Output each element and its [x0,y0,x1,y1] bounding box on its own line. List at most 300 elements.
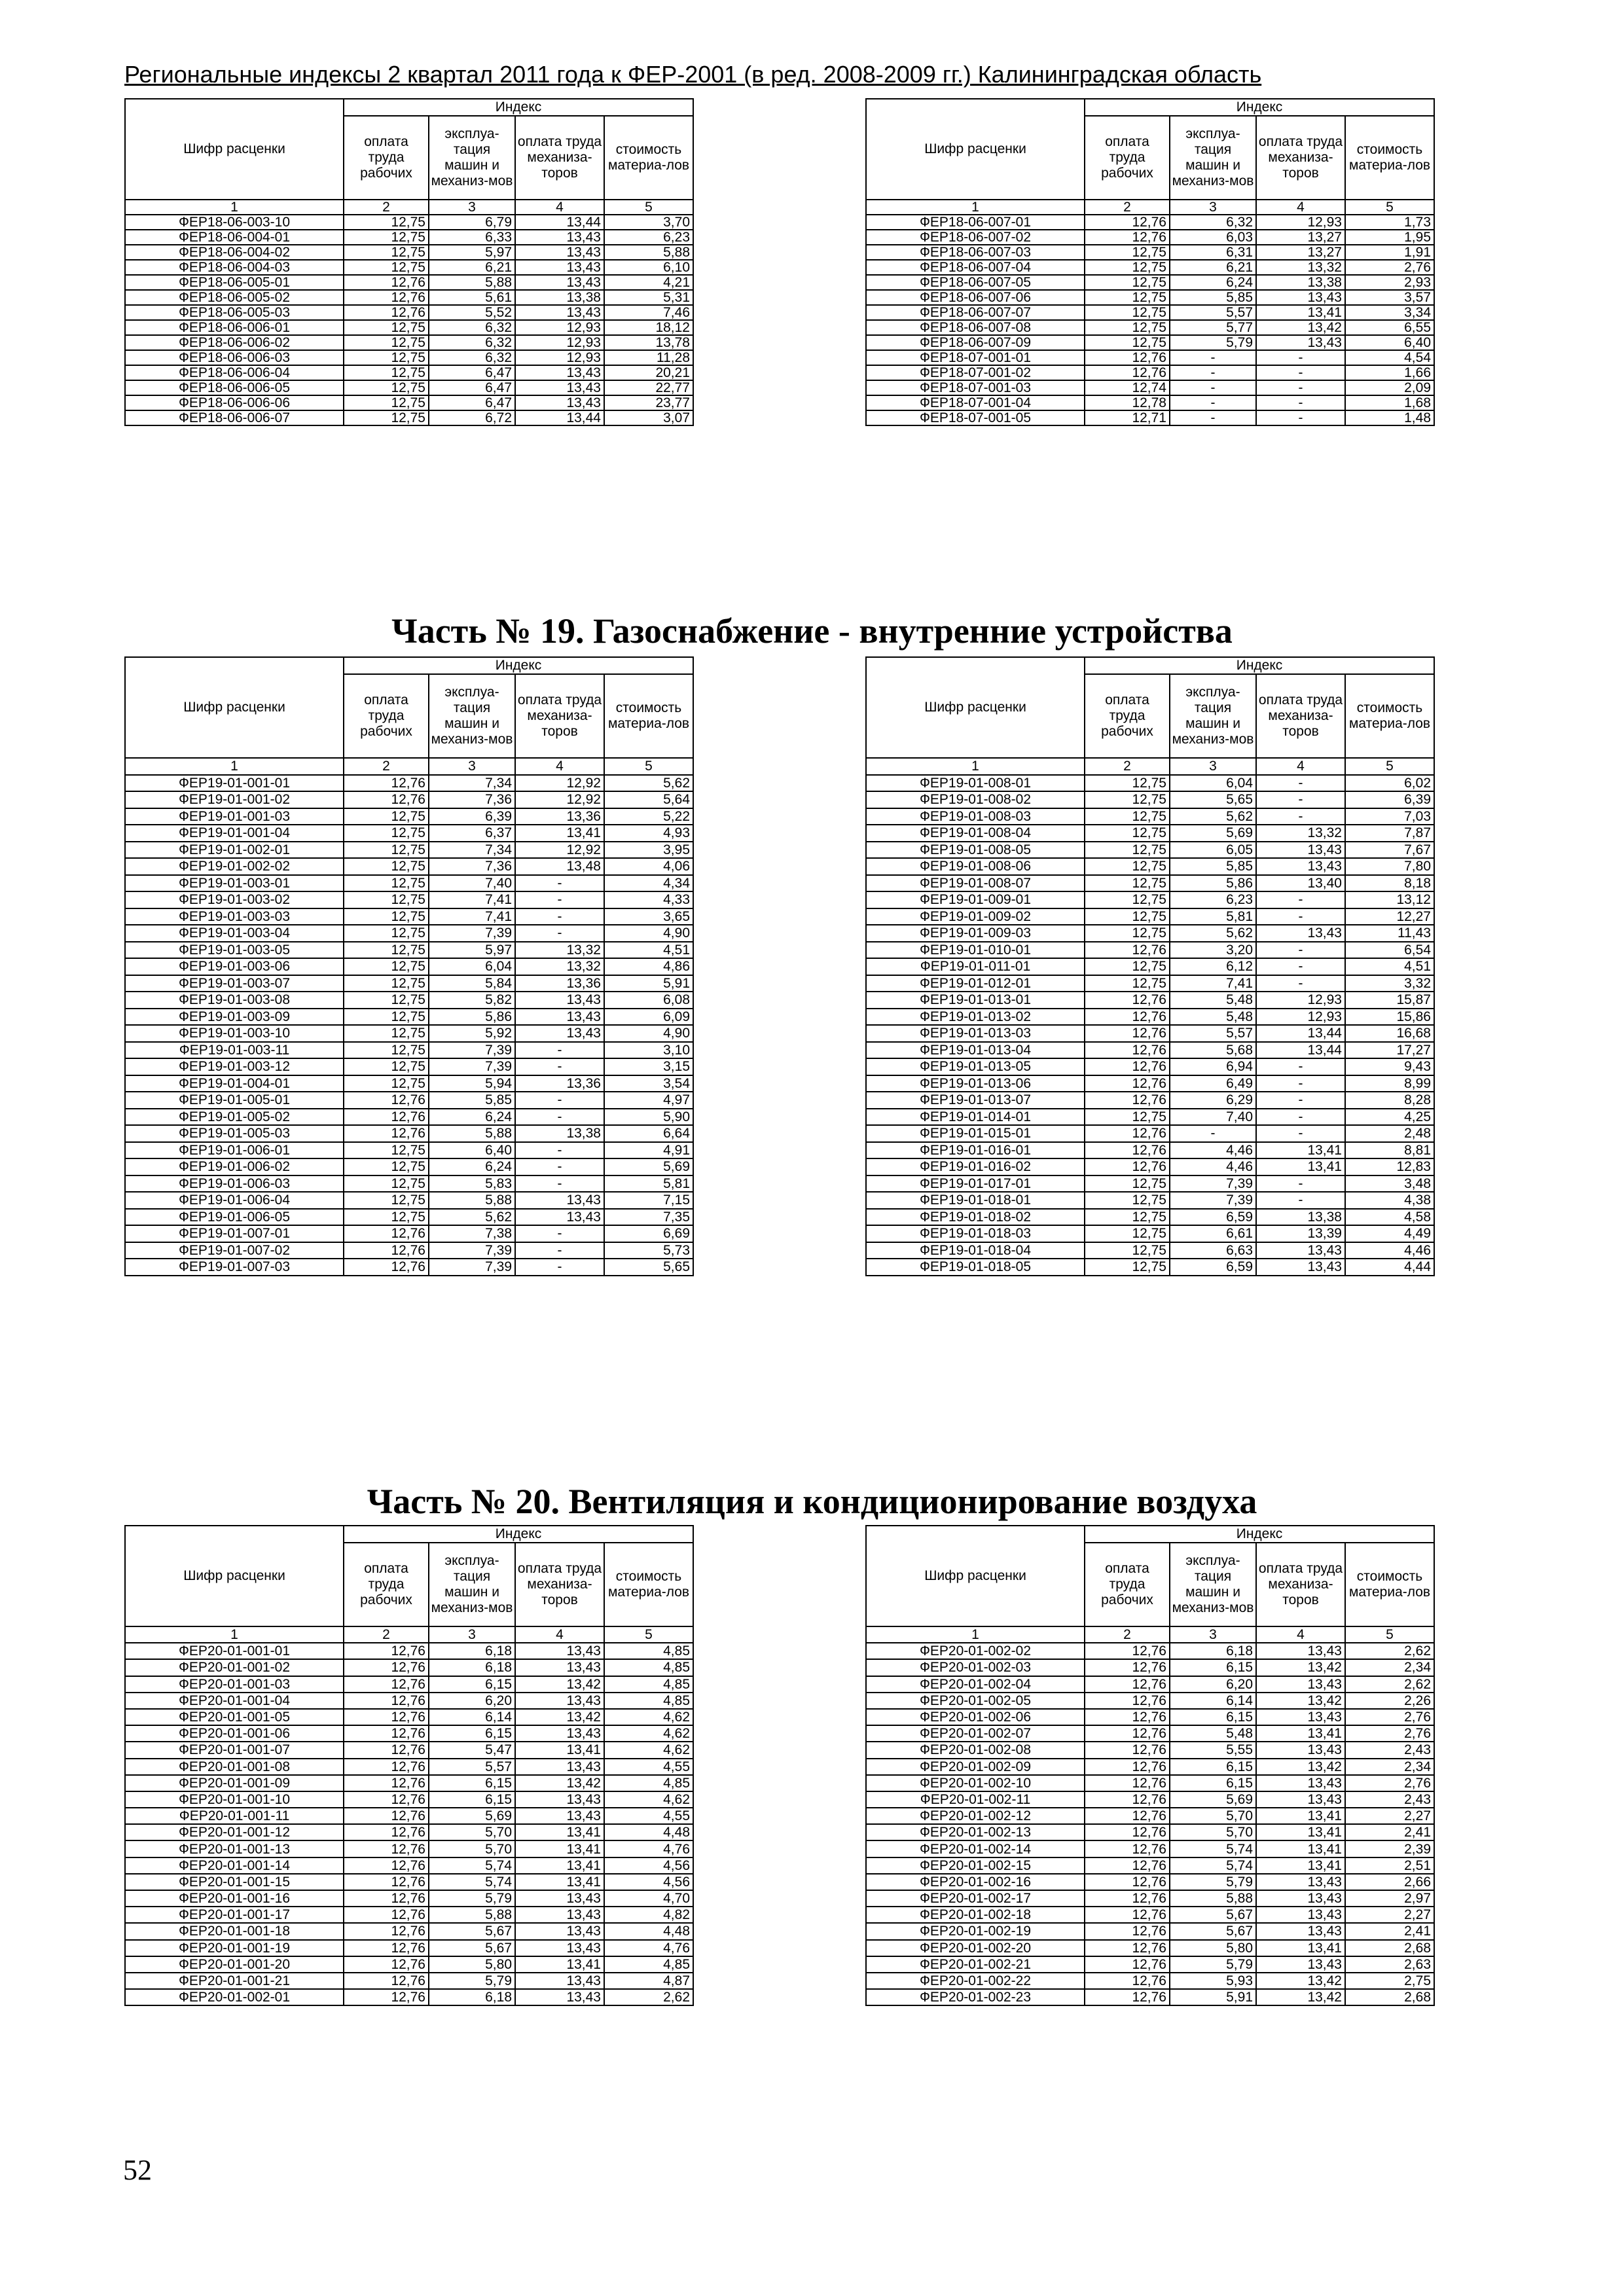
section-title-part-20: Часть № 20. Вентиляция и кондиционирование воздуха [367,1482,1257,1521]
rate-code: ФЕР20-01-001-01 [125,1643,344,1659]
rate-code: ФЕР20-01-001-12 [125,1824,344,1840]
column-number: 5 [1345,758,1434,775]
labor-index: 12,74 [1085,380,1170,395]
rate-code: ФЕР19-01-003-12 [125,1058,344,1075]
labor-index: 12,76 [1085,1075,1170,1092]
labor-index: 12,75 [344,858,429,875]
rate-code: ФЕР20-01-001-10 [125,1791,344,1808]
materials-index: 4,85 [604,1676,693,1693]
machines-index: 7,39 [429,1242,515,1259]
machinists-index: 13,42 [515,1676,604,1693]
index-group-header: Индекс [1085,657,1434,674]
labor-index: 12,75 [1085,245,1170,260]
labor-index: 12,76 [344,1242,429,1259]
labor-index: 12,76 [344,1225,429,1242]
machines-index: 6,24 [429,1158,515,1175]
index-table-part-18-left [124,98,694,426]
machinists-index: - [1256,1058,1345,1075]
machinists-index: - [1256,350,1345,365]
machines-index: 7,39 [429,1042,515,1059]
rate-code: ФЕР18-07-001-01 [866,350,1085,365]
materials-index: 2,51 [1345,1857,1434,1874]
materials-index: 4,46 [1345,1242,1434,1259]
table-row [866,975,1434,992]
labor-index: 12,76 [1085,365,1170,380]
labor-index: 12,75 [344,842,429,859]
table-row [125,842,693,859]
machines-index: 6,12 [1170,958,1256,975]
machines-index: 6,32 [429,335,515,350]
labor-index: 12,76 [344,1725,429,1742]
materials-index: 7,03 [1345,808,1434,825]
labor-index: 12,76 [344,1676,429,1693]
rate-code: ФЕР19-01-003-06 [125,958,344,975]
column-number-row [866,758,1434,775]
machinists-index: 13,43 [515,275,604,290]
machinists-index: 13,43 [515,1025,604,1042]
index-table-part-20-right [865,1525,1435,2006]
rate-code: ФЕР20-01-002-05 [866,1693,1085,1709]
machinists-index: 12,93 [515,320,604,335]
materials-index: 4,51 [604,942,693,959]
materials-index: 2,76 [1345,1709,1434,1725]
rate-code: ФЕР19-01-001-02 [125,791,344,808]
materials-index: 4,06 [604,858,693,875]
materials-index: 2,68 [1345,1989,1434,2005]
machines-index: 5,80 [1170,1940,1256,1956]
materials-index: 6,69 [604,1225,693,1242]
machines-index: - [1170,380,1256,395]
materials-column-header: стоимость материа-лов [1345,1543,1434,1626]
materials-index: 5,64 [604,791,693,808]
machinists-index: 13,41 [515,1824,604,1840]
table-row [866,350,1434,365]
rate-code: ФЕР19-01-013-01 [866,992,1085,1009]
machines-index: 6,40 [429,1142,515,1159]
labor-index: 12,76 [1085,1791,1170,1808]
machines-index: 6,15 [429,1676,515,1693]
labor-index: 12,76 [344,1840,429,1857]
materials-column-header: стоимость материа-лов [1345,116,1434,200]
machines-index: 5,88 [429,1192,515,1209]
materials-index: 1,95 [1345,230,1434,245]
machines-index: 6,39 [429,808,515,825]
rate-code: ФЕР20-01-001-17 [125,1907,344,1923]
materials-index: 4,48 [604,1923,693,1939]
table-row [125,1956,693,1973]
labor-index: 12,76 [1085,1874,1170,1890]
machinists-index: 13,43 [515,1890,604,1907]
machines-index: 5,57 [1170,305,1256,320]
materials-index: 5,69 [604,1158,693,1175]
labor-index: 12,75 [1085,290,1170,305]
machinists-index: 13,42 [515,1709,604,1725]
machines-index: 5,47 [429,1742,515,1758]
machinists-index: 13,43 [1256,1643,1345,1659]
table-row [866,275,1434,290]
machines-index: 6,18 [429,1643,515,1659]
column-number: 4 [515,200,604,215]
materials-index: 6,02 [1345,775,1434,792]
machines-index: 5,79 [1170,1874,1256,1890]
materials-index: 3,57 [1345,290,1434,305]
materials-index: 6,08 [604,992,693,1009]
machinists-index: 13,41 [1256,1808,1345,1824]
table-row [866,290,1434,305]
machinists-index: 13,38 [1256,1209,1345,1226]
materials-index: 5,90 [604,1109,693,1126]
labor-index: 12,75 [344,891,429,908]
labor-index: 12,75 [344,1025,429,1042]
materials-index: 4,49 [1345,1225,1434,1242]
rate-code: ФЕР19-01-013-03 [866,1025,1085,1042]
rate-code: ФЕР20-01-002-18 [866,1907,1085,1923]
materials-index: 6,54 [1345,942,1434,959]
machines-index: 5,55 [1170,1742,1256,1758]
machines-index: 5,88 [1170,1890,1256,1907]
machinists-index: - [1256,775,1345,792]
machines-index: - [1170,410,1256,425]
labor-index: 12,76 [1085,215,1170,230]
labor-index: 12,75 [1085,1192,1170,1209]
machines-index: 6,47 [429,365,515,380]
labor-index: 12,75 [1085,925,1170,942]
machines-index: 5,79 [1170,335,1256,350]
rate-code: ФЕР19-01-006-03 [125,1175,344,1193]
labor-index: 12,75 [1085,858,1170,875]
table-row [866,1709,1434,1725]
materials-index: 4,58 [1345,1209,1434,1226]
materials-index: 4,85 [604,1775,693,1791]
machines-index: 5,85 [1170,290,1256,305]
table-row [125,1158,693,1175]
rate-code: ФЕР19-01-005-03 [125,1125,344,1142]
rate-code: ФЕР18-07-001-05 [866,410,1085,425]
labor-index: 12,75 [344,808,429,825]
rate-code: ФЕР19-01-008-07 [866,875,1085,892]
materials-index: 4,76 [604,1940,693,1956]
rate-code: ФЕР18-06-003-10 [125,215,344,230]
rate-code: ФЕР19-01-008-01 [866,775,1085,792]
rate-code: ФЕР18-07-001-02 [866,365,1085,380]
table-row [866,1775,1434,1791]
column-number: 5 [604,1626,693,1643]
labor-index: 12,76 [344,791,429,808]
materials-index: 1,91 [1345,245,1434,260]
labor-index: 12,76 [344,1791,429,1808]
labor-index: 12,75 [344,1042,429,1059]
machines-index: 5,79 [429,1890,515,1907]
labor-index: 12,76 [1085,1158,1170,1175]
labor-index: 12,75 [1085,1209,1170,1226]
labor-index: 12,75 [344,992,429,1009]
labor-index: 12,75 [1085,808,1170,825]
machinists-index: - [1256,365,1345,380]
machines-index: 6,47 [429,395,515,410]
machines-index: 6,61 [1170,1225,1256,1242]
machinists-index: 13,43 [515,395,604,410]
rate-code: ФЕР20-01-001-14 [125,1857,344,1874]
rate-code: ФЕР20-01-001-20 [125,1956,344,1973]
labor-index: 12,76 [1085,230,1170,245]
labor-index: 12,76 [344,775,429,792]
labor-index: 12,76 [1085,1659,1170,1676]
labor-index: 12,75 [1085,842,1170,859]
code-column-header: Шифр расценки [866,1526,1085,1626]
column-number: 3 [1170,758,1256,775]
machines-index: 6,15 [429,1775,515,1791]
labor-index: 12,75 [1085,825,1170,842]
header-row [866,657,1434,674]
machines-index: - [1170,365,1256,380]
machinists-index: 13,42 [1256,1659,1345,1676]
machines-index: 5,69 [429,1808,515,1824]
rate-code: ФЕР19-01-003-09 [125,1009,344,1026]
header-row [866,99,1434,116]
machines-index: 7,39 [429,925,515,942]
machines-index: 6,33 [429,230,515,245]
table-row [866,1009,1434,1026]
machinists-index: 13,48 [515,858,604,875]
column-number: 4 [1256,758,1345,775]
machines-column-header: эксплуа-тация машин и механиз-мов [429,1543,515,1626]
labor-index: 12,76 [344,1693,429,1709]
labor-index: 12,76 [1085,1824,1170,1840]
table-row [866,1725,1434,1742]
materials-index: 2,43 [1345,1791,1434,1808]
materials-index: 2,66 [1345,1874,1434,1890]
labor-index: 12,76 [1085,1759,1170,1775]
rate-code: ФЕР19-01-011-01 [866,958,1085,975]
materials-index: 9,43 [1345,1058,1434,1075]
rate-code: ФЕР20-01-002-23 [866,1989,1085,2005]
machines-index: 6,04 [429,958,515,975]
rate-code: ФЕР19-01-009-03 [866,925,1085,942]
labor-index: 12,76 [344,1956,429,1973]
materials-index: 8,18 [1345,875,1434,892]
machinists-index: 13,43 [515,1923,604,1939]
code-column-header: Шифр расценки [866,99,1085,200]
materials-index: 4,90 [604,925,693,942]
labor-index: 12,76 [1085,1907,1170,1923]
rate-code: ФЕР18-06-007-03 [866,245,1085,260]
machinists-index: 13,43 [515,1989,604,2005]
index-table-part-20-left [124,1525,694,2006]
labor-index: 12,76 [1085,1058,1170,1075]
table-row [866,1109,1434,1126]
rate-code: ФЕР19-01-008-05 [866,842,1085,859]
rate-code: ФЕР19-01-016-02 [866,1158,1085,1175]
materials-index: 4,34 [604,875,693,892]
machines-index: 6,32 [429,350,515,365]
materials-index: 2,75 [1345,1973,1434,1989]
materials-index: 4,62 [604,1725,693,1742]
table-row [125,1643,693,1659]
table-row [125,1092,693,1109]
table-row [866,1643,1434,1659]
table-row [866,1209,1434,1226]
rate-code: ФЕР20-01-002-04 [866,1676,1085,1693]
materials-index: 2,62 [604,1989,693,2005]
rate-code: ФЕР18-06-007-06 [866,290,1085,305]
rate-code: ФЕР20-01-002-02 [866,1643,1085,1659]
table-row [866,1242,1434,1259]
machines-index: 7,39 [1170,1192,1256,1209]
materials-index: 23,77 [604,395,693,410]
column-number: 2 [344,200,429,215]
machinists-index: 13,43 [515,1209,604,1226]
table-row [866,775,1434,792]
machines-index: 5,79 [1170,1956,1256,1973]
rate-code: ФЕР20-01-002-08 [866,1742,1085,1758]
labor-index: 12,76 [344,1824,429,1840]
machines-index: 6,94 [1170,1058,1256,1075]
table-row [866,1142,1434,1159]
table-row [866,410,1434,425]
table-row [125,1923,693,1939]
table-row [125,1075,693,1092]
machines-index: 6,20 [429,1693,515,1709]
machinists-index: - [515,1092,604,1109]
machines-index: 5,74 [429,1857,515,1874]
rate-code: ФЕР20-01-001-09 [125,1775,344,1791]
table-row [125,825,693,842]
table-row [866,1225,1434,1242]
materials-index: 7,67 [1345,842,1434,859]
machinists-index: 13,42 [1256,1759,1345,1775]
labor-index: 12,75 [344,875,429,892]
materials-index: 2,93 [1345,275,1434,290]
rate-code: ФЕР19-01-007-02 [125,1242,344,1259]
labor-index: 12,76 [1085,1125,1170,1142]
machines-index: 5,88 [429,1125,515,1142]
rate-code: ФЕР19-01-007-01 [125,1225,344,1242]
materials-index: 17,27 [1345,1042,1434,1059]
rate-code: ФЕР19-01-001-01 [125,775,344,792]
rate-code: ФЕР20-01-002-13 [866,1824,1085,1840]
table-row [125,942,693,959]
table-row [866,335,1434,350]
column-number: 3 [1170,200,1256,215]
labor-index: 12,75 [1085,320,1170,335]
rate-code: ФЕР19-01-008-02 [866,791,1085,808]
labor-index: 12,75 [344,975,429,992]
table-row [125,1857,693,1874]
machinists-index: 13,32 [1256,825,1345,842]
machinists-index: - [1256,395,1345,410]
labor-index: 12,75 [344,350,429,365]
labor-index: 12,75 [1085,305,1170,320]
machines-index: 7,41 [1170,975,1256,992]
table-row [125,791,693,808]
materials-index: 4,33 [604,891,693,908]
materials-index: 4,55 [604,1808,693,1824]
labor-index: 12,75 [344,1075,429,1092]
column-number: 3 [429,1626,515,1643]
materials-index: 4,25 [1345,1109,1434,1126]
machinists-index: 13,43 [1256,1775,1345,1791]
index-group-header: Индекс [344,1526,693,1543]
labor-index: 12,75 [344,260,429,275]
labor-index: 12,76 [344,1923,429,1939]
machinists-index: 13,43 [515,365,604,380]
machinists-index: 12,93 [1256,992,1345,1009]
materials-index: 2,27 [1345,1907,1434,1923]
column-number-row [125,758,693,775]
rate-code: ФЕР18-06-005-01 [125,275,344,290]
rate-code: ФЕР19-01-002-02 [125,858,344,875]
labor-index: 12,75 [1085,1175,1170,1193]
materials-index: 2,62 [1345,1643,1434,1659]
machinists-index: 12,92 [515,842,604,859]
rate-code: ФЕР20-01-001-06 [125,1725,344,1742]
table-row [866,891,1434,908]
machines-index: 5,80 [429,1956,515,1973]
machinists-index: 13,43 [515,1940,604,1956]
machinists-index: 13,40 [1256,875,1345,892]
rate-code: ФЕР19-01-001-04 [125,825,344,842]
machines-index: 5,74 [1170,1857,1256,1874]
machinists-index: 13,36 [515,975,604,992]
header-row [125,99,693,116]
materials-index: 4,56 [604,1857,693,1874]
machinists-index: - [515,1259,604,1276]
labor-index: 12,75 [1085,775,1170,792]
machinists-index: 13,41 [1256,1857,1345,1874]
machinists-index: 13,44 [1256,1042,1345,1059]
rate-code: ФЕР19-01-009-02 [866,908,1085,925]
table-row [866,1075,1434,1092]
materials-index: 5,65 [604,1259,693,1276]
index-table-part-18-right [865,98,1435,426]
machinists-index: 13,43 [515,260,604,275]
labor-index: 12,76 [344,1109,429,1126]
materials-index: 2,63 [1345,1956,1434,1973]
column-number: 5 [604,200,693,215]
machines-index: 6,59 [1170,1259,1256,1276]
machinists-index: 13,43 [515,1009,604,1026]
machines-index: 5,94 [429,1075,515,1092]
machines-index: 5,81 [1170,908,1256,925]
table-row [125,1259,693,1276]
materials-index: 5,73 [604,1242,693,1259]
rate-code: ФЕР20-01-001-21 [125,1973,344,1989]
materials-index: 1,48 [1345,410,1434,425]
materials-index: 5,81 [604,1175,693,1193]
labor-index: 12,76 [1085,1709,1170,1725]
labor-index: 12,76 [1085,1775,1170,1791]
machinists-index: 13,41 [1256,1142,1345,1159]
table-row [125,891,693,908]
column-number: 2 [344,758,429,775]
rate-code: ФЕР20-01-001-05 [125,1709,344,1725]
machines-index: 5,48 [1170,992,1256,1009]
rate-code: ФЕР19-01-001-03 [125,808,344,825]
materials-index: 15,86 [1345,1009,1434,1026]
materials-index: 2,97 [1345,1890,1434,1907]
table-row [866,791,1434,808]
labor-index: 12,76 [344,305,429,320]
machines-index: 6,79 [429,215,515,230]
rate-code: ФЕР19-01-004-01 [125,1075,344,1092]
table-row [866,1840,1434,1857]
labor-index: 12,76 [1085,1725,1170,1742]
machinists-column-header: оплата труда механиза-торов [515,674,604,758]
column-number: 5 [1345,1626,1434,1643]
table-row [866,1659,1434,1676]
materials-index: 4,85 [604,1659,693,1676]
machinists-index: 13,41 [515,1742,604,1758]
